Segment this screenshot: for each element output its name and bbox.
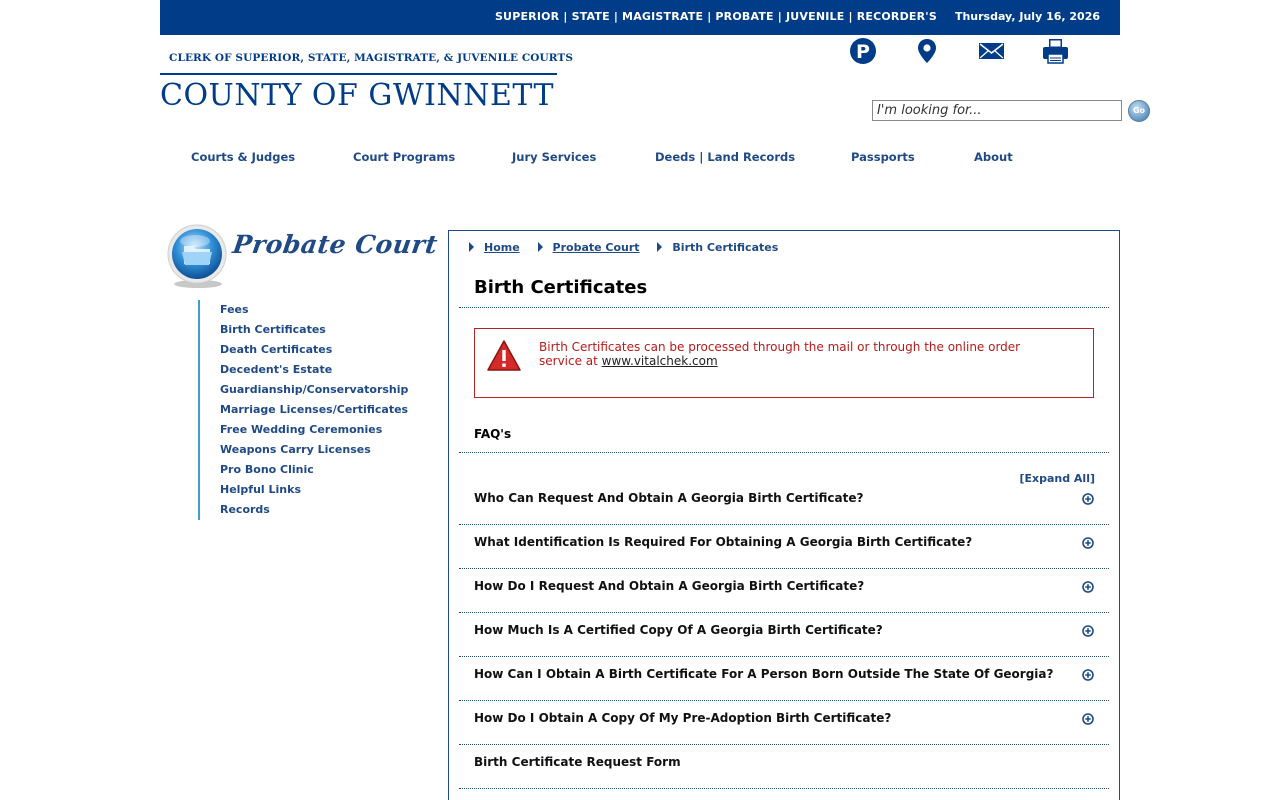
nav-court-programs[interactable]: Court Programs [353, 150, 456, 164]
expand-plus-icon[interactable] [1082, 581, 1094, 593]
folder-icon [165, 222, 233, 290]
faq-question: How Do I Obtain A Copy Of My Pre-Adoption Birth Certificate? [474, 711, 892, 725]
court-link-state[interactable]: STATE [571, 10, 610, 23]
faq-question: Who Can Request And Obtain A Georgia Birth Certificate? [474, 491, 864, 505]
nav-deeds-land-records[interactable]: Deeds | Land Records [655, 150, 796, 164]
faq-question: How Do I Request And Obtain A Georgia Birth Certificate? [474, 579, 865, 593]
search-input[interactable] [872, 100, 1122, 121]
top-bar [160, 0, 1120, 35]
expand-plus-icon[interactable] [1082, 537, 1094, 549]
faq-question: How Can I Obtain A Birth Certificate For A Person Born Outside The State Of Georgia? [474, 667, 1054, 681]
nav-jury-services[interactable]: Jury Services [512, 150, 597, 164]
faq-item[interactable] [459, 569, 1109, 613]
faq-heading: FAQ's [474, 427, 512, 441]
faq-divider [459, 452, 1109, 453]
sidebar-item-marriage-licenses[interactable]: Marriage Licenses/Certificates [220, 403, 409, 416]
separator: | [613, 10, 619, 23]
sidebar-item-death-certificates[interactable]: Death Certificates [220, 343, 333, 356]
faq-question: What Identification Is Required For Obtaining A Georgia Birth Certificate? [474, 535, 973, 549]
separator: | [777, 10, 782, 23]
expand-plus-icon[interactable] [1082, 493, 1094, 505]
vitalchek-link[interactable]: www.vitalchek.com [601, 354, 718, 368]
breadcrumb-probate-court[interactable]: Probate Court [552, 241, 640, 254]
separator: | [563, 10, 568, 23]
breadcrumb-arrow-icon [469, 242, 474, 252]
court-link-recorders[interactable]: RECORDER'S [856, 10, 937, 23]
parking-icon[interactable] [848, 37, 878, 67]
expand-plus-icon[interactable] [1082, 669, 1094, 681]
logo-divider [160, 73, 557, 75]
svg-text:P: P [856, 41, 870, 63]
breadcrumb-arrow-icon [657, 242, 662, 252]
sidebar-title: Probate Court [230, 230, 440, 259]
court-link-probate[interactable]: PROBATE [715, 10, 774, 23]
mail-icon[interactable] [977, 37, 1007, 67]
faq-question: How Much Is A Certified Copy Of A Georgia Birth Certificate? [474, 623, 883, 637]
faq-item[interactable] [459, 481, 1109, 525]
nav-passports[interactable]: Passports [851, 150, 915, 164]
breadcrumb-arrow-icon [538, 242, 543, 252]
sidebar-item-weapons-carry-licenses[interactable]: Weapons Carry Licenses [220, 443, 371, 456]
content-panel [448, 230, 1120, 800]
separator: | [848, 10, 853, 23]
sidebar-item-guardianship[interactable]: Guardianship/Conservatorship [220, 383, 409, 396]
nav-courts-judges[interactable]: Courts & Judges [191, 150, 296, 164]
court-links [495, 10, 937, 23]
sidebar-item-fees[interactable]: Fees [220, 303, 249, 316]
sidebar-item-free-wedding-ceremonies[interactable]: Free Wedding Ceremonies [220, 423, 383, 436]
sidebar-nav [198, 300, 418, 520]
faq-item[interactable] [459, 701, 1109, 745]
alert-text: Birth Certificates can be processed through the mail or through the online order service at [539, 340, 1021, 368]
warning-icon [486, 339, 522, 373]
expand-plus-icon[interactable] [1082, 713, 1094, 725]
search-go-button[interactable]: Go [1128, 100, 1150, 122]
current-date: Thursday, July 16, 2026 [954, 10, 1100, 23]
birth-certificate-request-form-link[interactable]: Birth Certificate Request Form [474, 755, 681, 769]
sidebar-item-pro-bono-clinic[interactable]: Pro Bono Clinic [220, 463, 314, 476]
breadcrumb-current: Birth Certificates [672, 241, 779, 254]
clerk-subtitle: CLERK OF SUPERIOR, STATE, MAGISTRATE, & JUVENILE COURTS [169, 52, 574, 64]
expand-all-link[interactable]: [Expand All] [1019, 472, 1095, 485]
separator: | [707, 10, 712, 23]
title-divider [459, 307, 1109, 308]
faq-item[interactable] [459, 613, 1109, 657]
sidebar-item-records[interactable]: Records [220, 503, 270, 516]
sidebar-item-helpful-links[interactable]: Helpful Links [220, 483, 302, 496]
print-icon[interactable] [1041, 37, 1071, 67]
court-link-juvenile[interactable]: JUVENILE [786, 10, 845, 23]
sidebar-item-decedents-estate[interactable]: Decedent's Estate [220, 363, 333, 376]
expand-plus-icon[interactable] [1082, 625, 1094, 637]
court-link-superior[interactable]: SUPERIOR [494, 10, 560, 23]
alert-box [474, 328, 1094, 398]
faq-item[interactable] [459, 657, 1109, 701]
faq-item[interactable] [459, 525, 1109, 569]
nav-about[interactable]: About [974, 150, 1013, 164]
page-title: Birth Certificates [474, 277, 648, 298]
sidebar-item-birth-certificates[interactable]: Birth Certificates [220, 323, 326, 336]
main-nav [160, 150, 1120, 170]
county-logo[interactable]: COUNTY OF GWINNETT [160, 78, 555, 113]
breadcrumb-home[interactable]: Home [484, 241, 520, 254]
breadcrumb [469, 241, 792, 254]
location-pin-icon[interactable] [913, 37, 943, 67]
form-link-row[interactable] [459, 745, 1109, 789]
court-link-magistrate[interactable]: MAGISTRATE [622, 10, 704, 23]
alert-message [539, 340, 1059, 368]
